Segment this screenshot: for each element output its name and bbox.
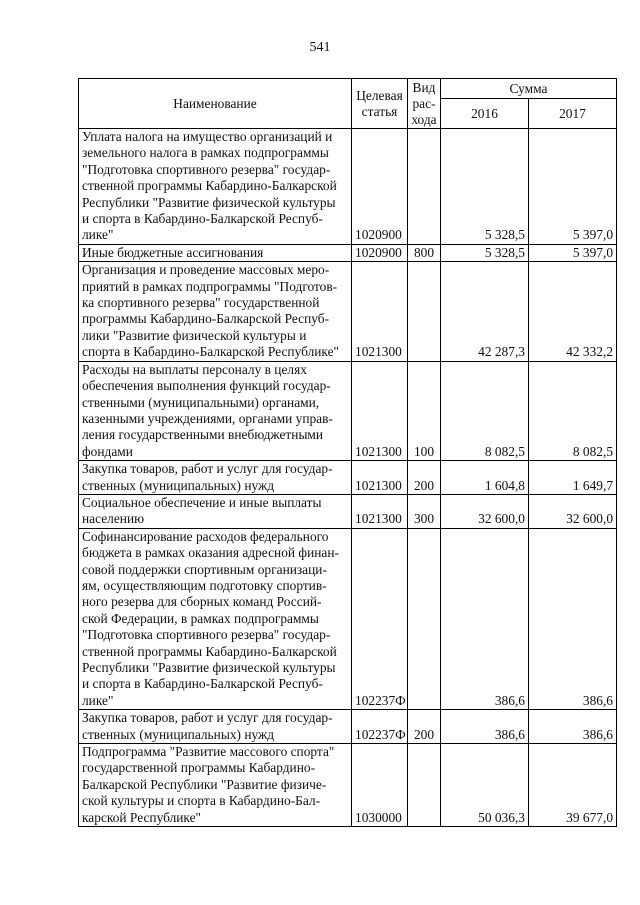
row-expense-type: 100	[408, 361, 441, 460]
row-name: Закупка товаров, работ и услуг для государ- ственных (муниципальных) нужд	[79, 461, 352, 495]
header-name: Наименование	[79, 79, 352, 129]
row-sum-2017: 386,6	[529, 710, 617, 744]
row-expense-type: 200	[408, 461, 441, 495]
row-sum-2016: 50 036,3	[441, 744, 529, 827]
header-target-article: Целевая статья	[352, 79, 408, 129]
row-name: Расходы на выплаты персоналу в целях обеспечения выполнения функций государ- ственными (муниципальными) органами, казенными учреждениями, органами управ- ления государственными внебюджетными фондами	[79, 361, 352, 460]
row-target-article: 1020900	[352, 129, 408, 245]
row-target-article: 1021300	[352, 361, 408, 460]
row-name: Уплата налога на имущество организаций и земельного налога в рамках подпрограммы "Подготовка спортивного резерва" государ- ственной программы Кабардино-Балкарской Республики "Развитие физической культуры и спорта в Кабардино-Балкарской Респуб- лике"	[79, 129, 352, 245]
row-sum-2016: 8 082,5	[441, 361, 529, 460]
row-expense-type	[408, 744, 441, 827]
table-row	[79, 528, 617, 709]
row-expense-type	[408, 262, 441, 361]
row-target-article: 1030000	[352, 744, 408, 827]
row-expense-type: 200	[408, 710, 441, 744]
row-sum-2016: 386,6	[441, 710, 529, 744]
table-row	[79, 129, 617, 245]
table-row	[79, 244, 617, 261]
row-sum-2016: 5 328,5	[441, 129, 529, 245]
row-sum-2017: 39 677,0	[529, 744, 617, 827]
row-sum-2017: 1 649,7	[529, 461, 617, 495]
row-sum-2017: 8 082,5	[529, 361, 617, 460]
row-expense-type: 300	[408, 494, 441, 528]
row-target-article: 1021300	[352, 262, 408, 361]
row-name: Подпрограмма "Развитие массового спорта" государственной программы Кабардино- Балкарской Республики "Развитие физиче- ской культуры и спорта в Кабардино-Бал- карской Республике"	[79, 744, 352, 827]
row-sum-2016: 32 600,0	[441, 494, 529, 528]
row-sum-2017: 5 397,0	[529, 129, 617, 245]
header-expense-type: Вид рас- хода	[408, 79, 441, 129]
table-row	[79, 494, 617, 528]
table-row	[79, 361, 617, 460]
row-sum-2016: 5 328,5	[441, 244, 529, 261]
row-expense-type: 800	[408, 244, 441, 261]
table-row	[79, 461, 617, 495]
table-row	[79, 262, 617, 361]
header-year-2016: 2016	[441, 99, 529, 129]
page-number: 541	[309, 40, 331, 55]
row-target-article: 1021300	[352, 494, 408, 528]
row-name: Софинансирование расходов федерального бюджета в рамках оказания адресной финан- совой поддержки спортивным организаци- ям, осуществляющим подготовку спортив- ного резерва для сборных команд Россий- ской Федерации, в рамках подпрограммы "Подготовка спортивного резерва" государ- ственной программы Кабардино-Балкарской Республики "Развитие физической культуры и спорта в Кабардино-Балкарской Респуб- лике"	[79, 528, 352, 709]
row-name: Организация и проведение массовых меро- приятий в рамках подпрограммы "Подготов- ка спортивного резерва" государственной программы Кабардино-Балкарской Респуб- лики "Развитие физической культуры и спорта в Кабардино-Балкарской Республике"	[79, 262, 352, 361]
row-target-article: 102237Ф	[352, 710, 408, 744]
row-sum-2017: 42 332,2	[529, 262, 617, 361]
row-target-article: 102237Ф	[352, 528, 408, 709]
row-sum-2017: 32 600,0	[529, 494, 617, 528]
row-sum-2016: 386,6	[441, 528, 529, 709]
header-year-2017: 2017	[529, 99, 617, 129]
row-sum-2017: 386,6	[529, 528, 617, 709]
budget-table	[78, 78, 617, 827]
row-expense-type	[408, 129, 441, 245]
row-name: Закупка товаров, работ и услуг для государ- ственных (муниципальных) нужд	[79, 710, 352, 744]
row-target-article: 1021300	[352, 461, 408, 495]
row-name: Социальное обеспечение и иные выплаты населению	[79, 494, 352, 528]
row-sum-2017: 5 397,0	[529, 244, 617, 261]
row-name: Иные бюджетные ассигнования	[79, 244, 352, 261]
table-row	[79, 744, 617, 827]
table-row	[79, 710, 617, 744]
row-sum-2016: 1 604,8	[441, 461, 529, 495]
row-target-article: 1020900	[352, 244, 408, 261]
header-sum: Сумма	[441, 79, 617, 99]
row-sum-2016: 42 287,3	[441, 262, 529, 361]
row-expense-type	[408, 528, 441, 709]
